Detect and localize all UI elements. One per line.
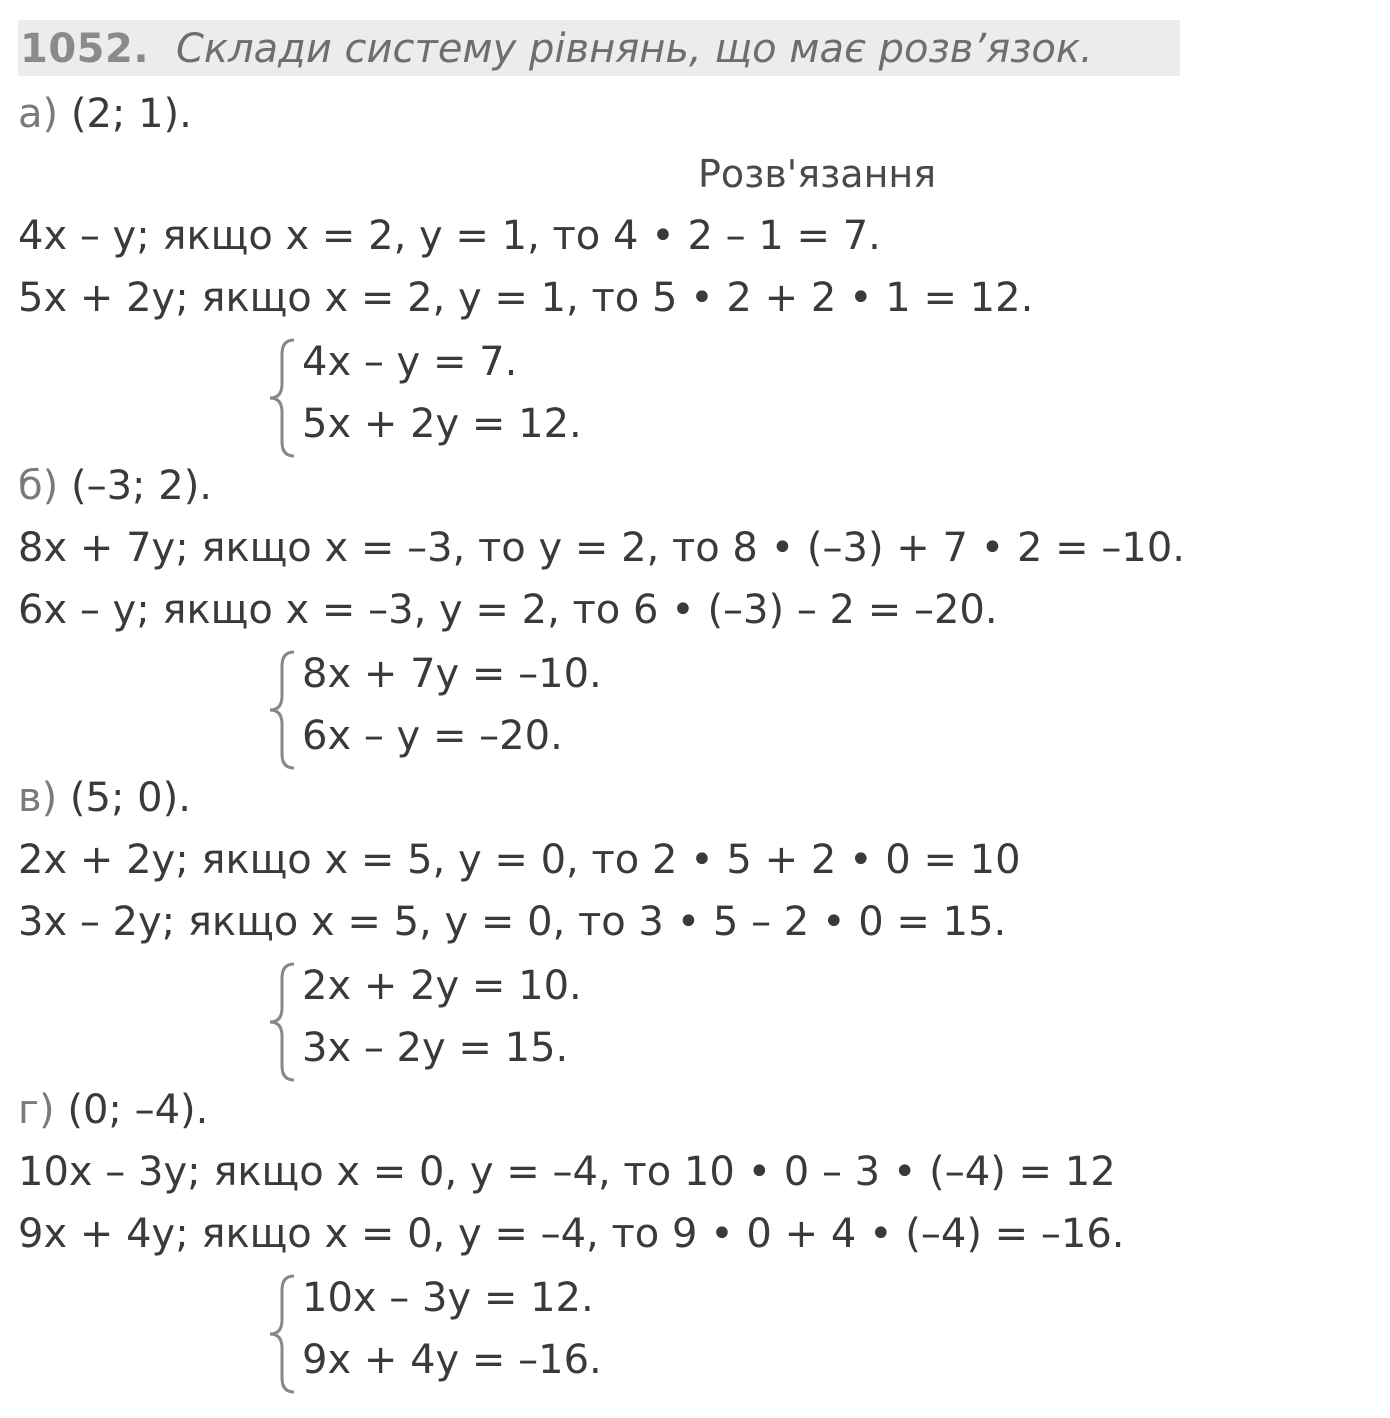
part-c-point: (5; 0). — [69, 775, 191, 821]
part-a-line-1: 4x – y; якщо x = 2, y = 1, то 4 • 2 – 1 = 7. — [18, 213, 881, 259]
exercise-number: 1052. — [20, 26, 150, 72]
part-d-header — [18, 1086, 208, 1134]
part-d-line-2: 9x + 4y; якщо x = 0, y = –4, то 9 • 0 + 4 • (–4) = –16. — [18, 1211, 1125, 1257]
left-brace-icon — [262, 336, 302, 460]
part-b-line-2: 6x – y; якщо x = –3, y = 2, то 6 • (–3) – 2 = –20. — [18, 587, 998, 633]
part-b-equation-2: 6x – y = –20. — [302, 713, 563, 759]
part-b-point: (–3; 2). — [71, 463, 213, 509]
left-brace-icon — [262, 1272, 302, 1396]
part-d-line-1: 10x – 3y; якщо x = 0, y = –4, то 10 • 0 – 3 • (–4) = 12 — [18, 1149, 1116, 1195]
part-c-equation-1: 2x + 2y = 10. — [302, 963, 582, 1009]
solution-heading: Розв'язання — [698, 152, 937, 196]
part-a-line-2: 5x + 2y; якщо x = 2, y = 1, то 5 • 2 + 2 • 1 = 12. — [18, 275, 1034, 321]
part-b-label: б) — [18, 463, 59, 509]
part-a-equation-2: 5x + 2y = 12. — [302, 401, 582, 447]
part-b-line-1: 8x + 7y; якщо x = –3, то y = 2, то 8 • (–3) + 7 • 2 = –10. — [18, 525, 1185, 571]
part-b-header — [18, 462, 212, 510]
part-c-line-1: 2x + 2y; якщо x = 5, y = 0, то 2 • 5 + 2 • 0 = 10 — [18, 837, 1021, 883]
part-d-equation-1: 10x – 3y = 12. — [302, 1275, 594, 1321]
part-c-equation-2: 3x – 2y = 15. — [302, 1025, 569, 1071]
exercise-header — [18, 20, 1180, 76]
part-d-label: г) — [18, 1087, 55, 1133]
part-c-system — [262, 960, 762, 1084]
part-a-header — [18, 90, 192, 138]
part-a-label: а) — [18, 91, 59, 137]
part-c-line-2: 3x – 2y; якщо x = 5, y = 0, то 3 • 5 – 2 • 0 = 15. — [18, 899, 1007, 945]
part-a-equation-1: 4x – y = 7. — [302, 339, 518, 385]
exercise-statement: Склади систему рівнянь, що має розв’язок. — [176, 26, 1093, 72]
part-d-system — [262, 1272, 762, 1396]
part-b-equation-1: 8x + 7y = –10. — [302, 651, 602, 697]
part-c-header — [18, 774, 191, 822]
left-brace-icon — [262, 648, 302, 772]
part-a-system — [262, 336, 762, 460]
part-d-equation-2: 9x + 4y = –16. — [302, 1337, 602, 1383]
part-d-point: (0; –4). — [67, 1087, 209, 1133]
part-a-point: (2; 1). — [70, 91, 192, 137]
left-brace-icon — [262, 960, 302, 1084]
part-c-label: в) — [18, 775, 58, 821]
part-b-system — [262, 648, 762, 772]
